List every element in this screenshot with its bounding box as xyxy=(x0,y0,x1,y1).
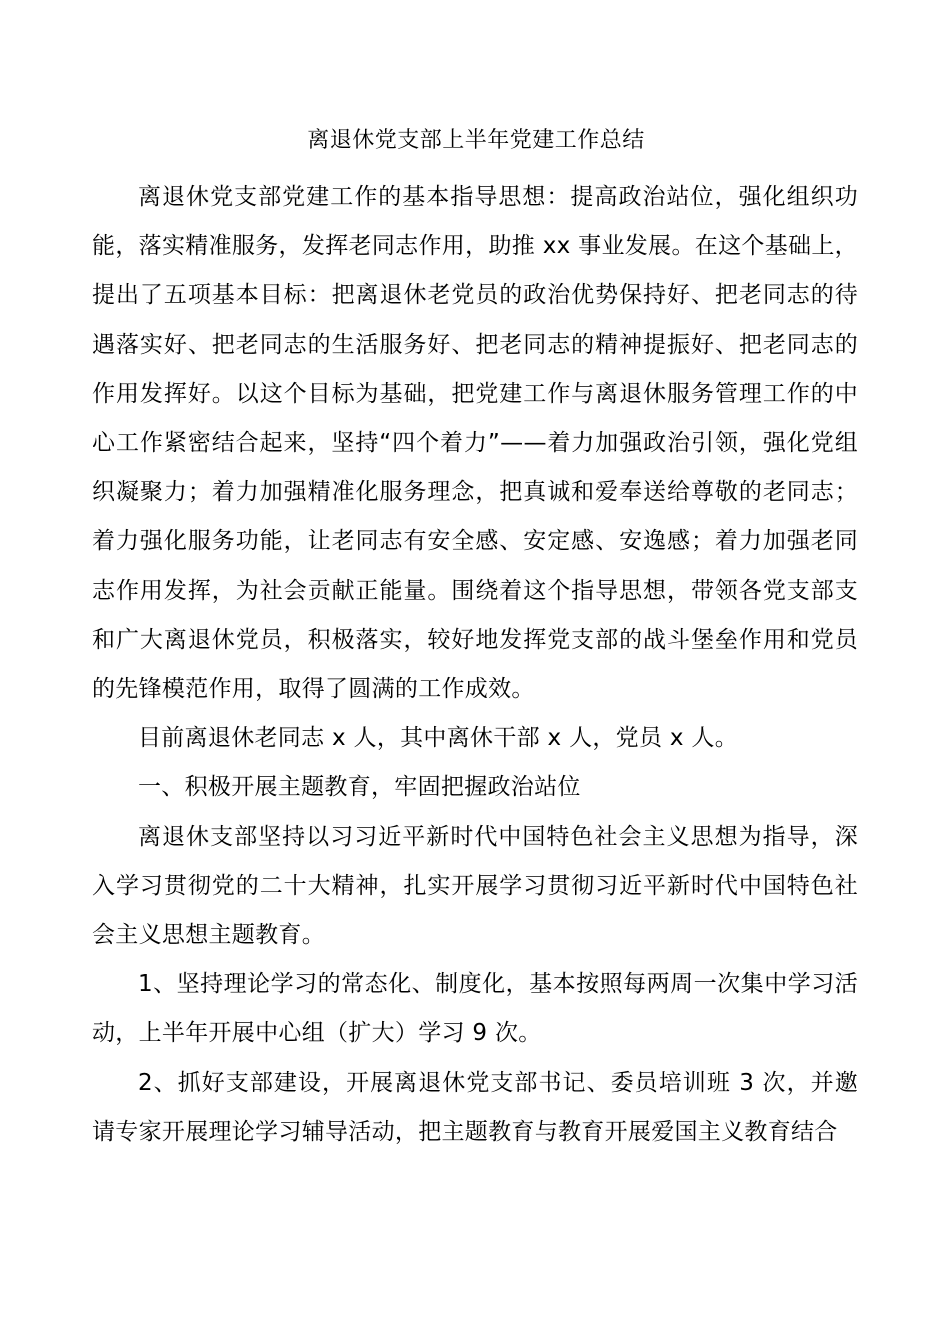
section-heading-1: 一、积极开展主题教育，牢固把握政治站位 xyxy=(138,774,581,801)
paragraph-member-count: 目前离退休老同志 x 人，其中离休干部 x 人，党员 x 人。 xyxy=(138,725,738,752)
document-body xyxy=(92,173,858,1157)
paragraph-guiding-thought: 离退休党支部党建工作的基本指导思想：提高政治站位，强化组织功能，落实精准服务，发挥老同志作用，助推 xx 事业发展。在这个基础上，提出了五项基本目标：把离退休老党员的政治优势保持好、把老同志的待遇落实好、把老同志的生活服务好、把老同志的精神提振好、把老同志的作用发挥好。以这个目标为基础，把党建工作与离退休服务管理工作的中心工作紧密结合起来，坚持“四个着力”——着力加强政治引领，强化党组织凝聚力；着力加强精准化服务理念，把真诚和爱奉送给尊敬的老同志；着力强化服务功能，让老同志有安全感、安定感、安逸感；着力加强老同志作用发挥，为社会贡献正能量。围绕着这个指导思想，带领各党支部支和广大离退休党员，积极落实，较好地发挥党支部的战斗堡垒作用和党员的先锋模范作用，取得了圆满的工作成效。 xyxy=(92,184,858,703)
paragraph-theme-education: 离退休支部坚持以习习近平新时代中国特色社会主义思想为指导，深入学习贯彻党的二十大精神，扎实开展学习贯彻习近平新时代中国特色社会主义思想主题教育。 xyxy=(92,823,858,949)
list-item-1: 1、坚持理论学习的常态化、制度化，基本按照每两周一次集中学习活动，上半年开展中心组（扩大）学习 9 次。 xyxy=(92,971,858,1047)
document-page xyxy=(92,118,858,1157)
document-title: 离退休党支部上半年党建工作总结 xyxy=(307,128,645,153)
list-item-2: 2、抓好支部建设，开展离退休党支部书记、委员培训班 3 次，并邀请专家开展理论学习辅导活动，把主题教育与教育开展爱国主义教育结合 xyxy=(92,1069,858,1145)
